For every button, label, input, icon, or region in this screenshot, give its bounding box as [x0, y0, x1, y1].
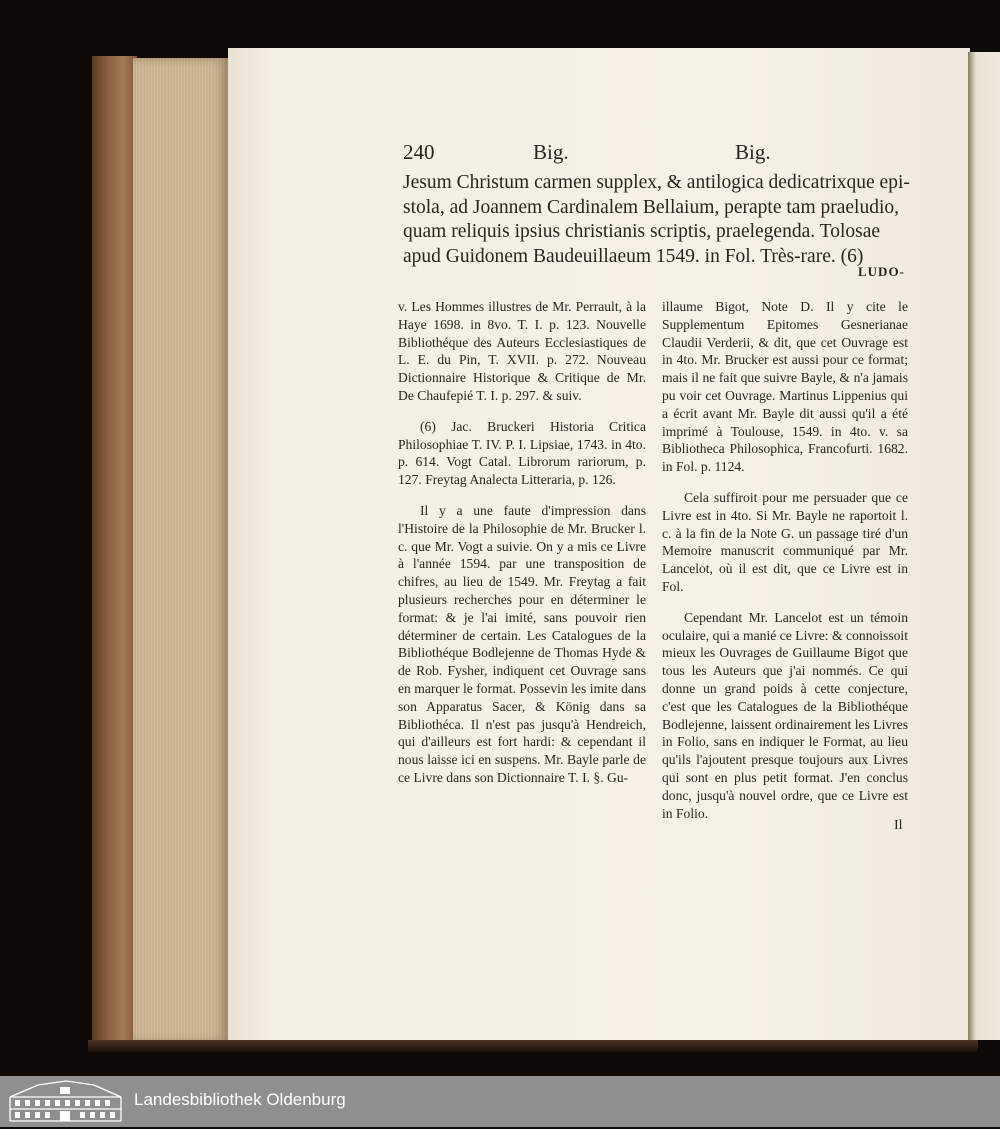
library-name: Landesbibliothek Oldenburg	[134, 1090, 346, 1109]
footnote-paragraph: Cela suffiroit pour me persuader que ce Livre est in 4to. Si Mr. Bayle ne raportoit l. c. à la fin de la Note G. un passage tiré d'un Memoire manuscrit communiqué par Mr. Lancelot, où il est dit, que ce Livre est in Fol.	[662, 489, 908, 594]
entry-line: stola, ad Joannem Cardinalem Bellaium, perapte tam praeludio,	[403, 196, 900, 218]
page-number: 240	[403, 140, 435, 164]
footnote-paragraph: (6) Jac. Bruckeri Historia Critica Philosophiae T. IV. P. I. Lipsiae, 1743. in 4to. p. 614. Vogt Catal. Librorum rariorum, p. 127. Freytag Analecta Litteraria, p. 126.	[398, 418, 646, 488]
library-banner	[0, 1076, 1000, 1127]
footnote-column-right	[662, 298, 908, 835]
book-spine-edge	[92, 56, 137, 1040]
footnote-paragraph: Il y a une faute d'impression dans l'Histoire de la Philosophie de Mr. Brucker l. c. que Mr. Vogt a suivie. On y a mis ce Livre à l'année 1594. par une transposition de chifres, au lieu de 1549. Mr. Freytag a fait plusieurs recherches pour en déterminer le format: & je l'ai imité, sans pouvoir rien déterminer de certain. Les Catalogues de la Bibliothéque Bodlejenne de Thomas Hyde & de Rob. Fysher, indiquent cet Ouvrage sans en marquer le format. Possevin les imite dans son Apparatus Sacer, & König dans sa Bibliothéca. Il n'est pas jusqu'à Hendreich, qui d'ailleurs est fort hardi: & cependant il nous laisse ici en suspens. Mr. Bayle parle de ce Livre dans son Dictionnaire T. I. §. Gu-	[398, 502, 646, 785]
running-head-right: Big.	[735, 140, 771, 164]
catchword: LUDO-	[858, 264, 905, 279]
running-head-left: Big.	[533, 140, 569, 164]
entry-line: Jesum Christum carmen supplex, & antilogica dedicatrixque epi-	[403, 172, 910, 193]
final-catchword: Il	[894, 818, 903, 833]
main-entry-text	[403, 171, 913, 269]
footnote-column-left	[398, 298, 646, 800]
entry-line: apud Guidonem Baudeuillaeum 1549. in Fol. Très-rare. (6)	[403, 245, 864, 267]
library-building-logo-icon	[8, 1079, 123, 1124]
cover-edge	[88, 1040, 978, 1052]
entry-line: quam reliquis ipsius christianis scriptis, praelegenda. Tolosae	[403, 221, 881, 242]
footnote-paragraph: illaume Bigot, Note D. Il y cite le Supplementum Epitomes Gesnerianae Claudii Verderii, & dit, que cet Ouvrage est in 4to. Mr. Brucker est aussi pour ce format; mais il ne fait que suivre Bayle, & n'a jamais pu voir cet Ouvrage. Martinus Lippenius qui a écrit avant Mr. Bayle dit aussi qu'il a été imprimé à Toulouse, 1549. in 4to. v. sa Bibliotheca Philosophica, Francofurti. 1682. in Fol. p. 1124.	[662, 299, 908, 475]
page-edges	[133, 58, 228, 1042]
facing-page-edge	[968, 52, 1000, 1040]
footnote-paragraph: Cependant Mr. Lancelot est un témoin oculaire, qui a manié ce Livre: & connoissoit mieux les Ouvrages de Guillaume Bigot que tous les Auteurs que j'ai nommés. Ce qui donne un grand poids à cette conjecture, c'est que les Catalogues de la Bibliothéque Bodlejenne, laissent ordinairement les Livres in Folio, sans en indiquer le Format, au lieu qu'ils l'ajoutent presque toujours aux Livres qui sont en plus petit format. J'en conclus donc, jusqu'à nouvel ordre, que ce Livre est in Folio.	[662, 609, 908, 821]
footnote-paragraph: v. Les Hommes illustres de Mr. Perrault, à la Haye 1698. in 8vo. T. I. p. 123. Nouvelle Bibliothéque des Auteurs Ecclesiastiques de L. E. du Pin, T. XVII. p. 272. Nouveau Dictionnaire Historique & Critique de Mr. De Chaufepié T. I. p. 297. & suiv.	[398, 299, 646, 403]
